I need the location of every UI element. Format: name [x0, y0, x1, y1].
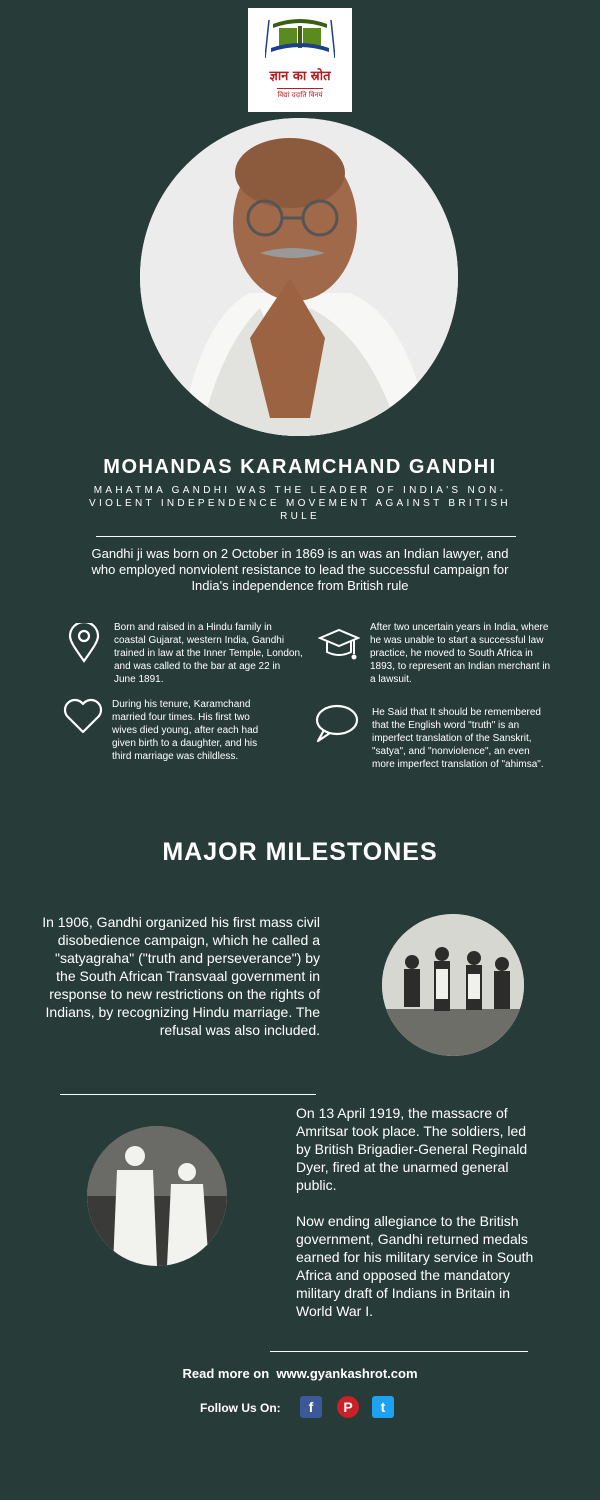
divider	[96, 536, 516, 537]
location-pin-icon	[66, 623, 102, 663]
divider	[60, 1094, 316, 1095]
twitter-icon[interactable]: t	[372, 1396, 394, 1418]
facebook-icon[interactable]: f	[300, 1396, 322, 1418]
graduation-cap-icon	[318, 626, 360, 666]
gandhi-khan-photo	[87, 1126, 227, 1266]
page-subtitle: MAHATMA GANDHI WAS THE LEADER OF INDIA'S NON-VIOLENT INDEPENDENCE MOVEMENT AGAINST BRITISH RULE	[89, 485, 511, 522]
pinterest-icon[interactable]: P	[337, 1396, 359, 1418]
satyagraha-photo	[382, 914, 524, 1056]
milestone-1906: In 1906, Gandhi organized his first mass civil disobedience campaign, which he called a "satyagraha" ("truth and perseverance") by the South African Transvaal government in response to new restrictions on the rights of Indians, by recognizing Hindu marriage. The refusal was also included.	[42, 914, 320, 1038]
logo-tagline: विद्यां ददाति विनयं	[277, 88, 322, 100]
milestone-amritsar: On 13 April 1919, the massacre of Amritsar took place. The soldiers, led by British Brigadier-General Reginald Dyer, fired at the unarmed general public.	[296, 1105, 528, 1193]
site-logo[interactable]	[248, 8, 352, 112]
read-more-line	[0, 1366, 600, 1381]
heart-icon	[62, 696, 104, 736]
logo-title: ज्ञान का स्रोत	[269, 69, 331, 84]
section-title-milestones: MAJOR MILESTONES	[162, 838, 438, 866]
divider	[270, 1351, 528, 1352]
fact-south-africa: After two uncertain years in India, where he was unable to start a successful law practice, he moved to South Africa in 1893, to represent an Indian merchant in a lawsuit.	[370, 622, 551, 685]
fact-truth-quote: He Said that It should be remembered that the English word "truth" is an imperfect translation of the Sanskrit, "satya", and "nonviolence", an even more imperfect translation of "ahimsa".	[372, 707, 544, 770]
book-emblem-icon	[265, 14, 335, 62]
intro-paragraph: Gandhi ji was born on 2 October in 1869 is an was an Indian lawyer, and who employed nonviolent resistance to lead the successful campaign for India's independence from British rule	[91, 546, 509, 593]
page-title: MOHANDAS KARAMCHAND GANDHI	[103, 456, 497, 478]
follow-label: Follow Us On:	[200, 1401, 281, 1415]
speech-bubble-icon	[312, 703, 360, 743]
fact-birth: Born and raised in a Hindu family in coastal Gujarat, western India, Gandhi trained in law at the Inner Temple, London, and was called to the bar at age 22 in June 1891.	[114, 622, 303, 685]
gandhi-portrait	[140, 118, 458, 436]
milestone-1919	[296, 1104, 536, 1338]
website-link[interactable]: www.gyankashrot.com	[276, 1366, 418, 1381]
fact-marriage: During his tenure, Karamchand married four times. His first two wives died young, after each had given birth to a daughter, and his third marriage was childless.	[112, 699, 259, 762]
read-more-label: Read more on	[182, 1366, 270, 1381]
milestone-medals: Now ending allegiance to the British government, Gandhi returned medals earned for his military service in South Africa and opposed the mandatory military draft of Indians in Britain in World War I.	[296, 1213, 534, 1319]
